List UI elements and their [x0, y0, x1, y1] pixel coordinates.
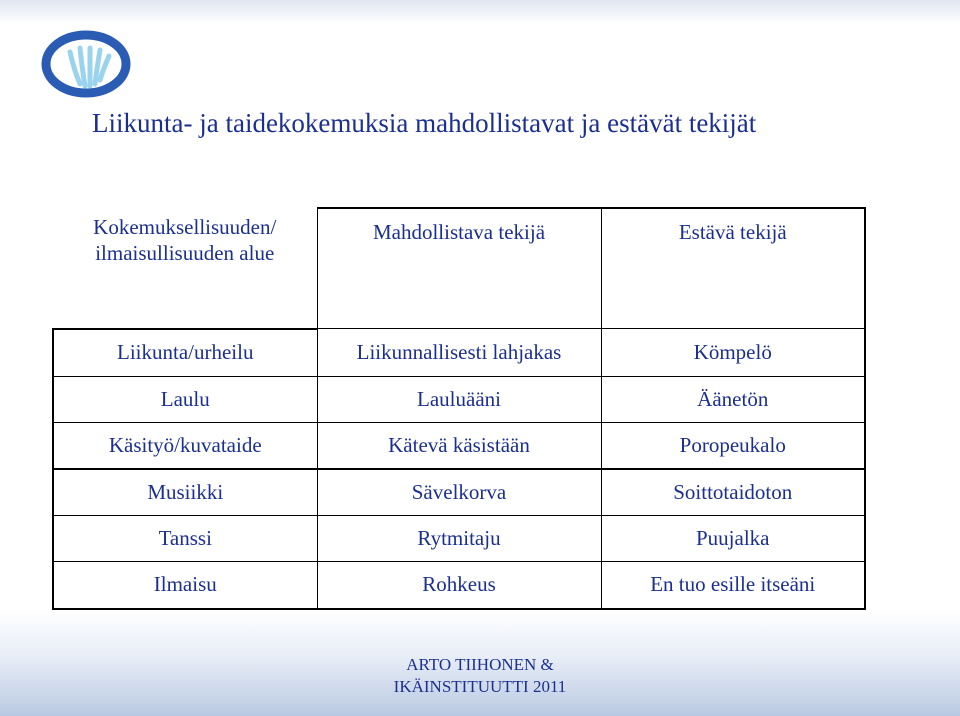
top-gradient-band [0, 0, 960, 24]
cell-enabling: Lauluääni [317, 376, 601, 422]
cell-enabling: Sävelkorva [317, 469, 601, 516]
table-row [53, 376, 865, 422]
cell-preventing: Äänetön [601, 376, 865, 422]
factors-table [52, 207, 866, 610]
table-row [53, 329, 865, 377]
header-area-line1: Kokemuksellisuuden/ [93, 215, 277, 239]
cell-area: Ilmaisu [53, 561, 317, 609]
cell-enabling: Liikunnallisesti lahjakas [317, 329, 601, 377]
footer-line2: IKÄINSTITUUTTI 2011 [393, 677, 567, 696]
cell-area: Liikunta/urheilu [53, 329, 317, 377]
header-area-line2: ilmaisullisuuden alue [95, 241, 275, 266]
cell-preventing: Kömpelö [601, 329, 865, 377]
page-title: Liikunta- ja taidekokemuksia mahdollistavat ja estävät tekijät [92, 108, 757, 138]
cell-area: Laulu [53, 376, 317, 422]
cell-enabling: Kätevä käsistään [317, 422, 601, 469]
header-enabling: Mahdollistava tekijä [317, 208, 601, 329]
table-header-row [53, 208, 865, 329]
cell-area: Tanssi [53, 515, 317, 561]
header-preventing: Estävä tekijä [601, 208, 865, 329]
cell-area: Käsityö/kuvataide [53, 422, 317, 469]
institute-logo-icon [40, 28, 132, 98]
footer-line1: ARTO TIIHONEN & [406, 655, 554, 674]
cell-preventing: Soittotaidoton [601, 469, 865, 516]
cell-enabling: Rohkeus [317, 561, 601, 609]
cell-enabling: Rytmitaju [317, 515, 601, 561]
table-row [53, 469, 865, 516]
cell-preventing: Poropeukalo [601, 422, 865, 469]
cell-area: Musiikki [53, 469, 317, 516]
cell-preventing: Puujalka [601, 515, 865, 561]
table-row [53, 515, 865, 561]
cell-preventing: En tuo esille itseäni [601, 561, 865, 609]
table-row [53, 561, 865, 609]
table-row [53, 422, 865, 469]
footer-credit [280, 654, 680, 698]
header-area [53, 208, 317, 329]
